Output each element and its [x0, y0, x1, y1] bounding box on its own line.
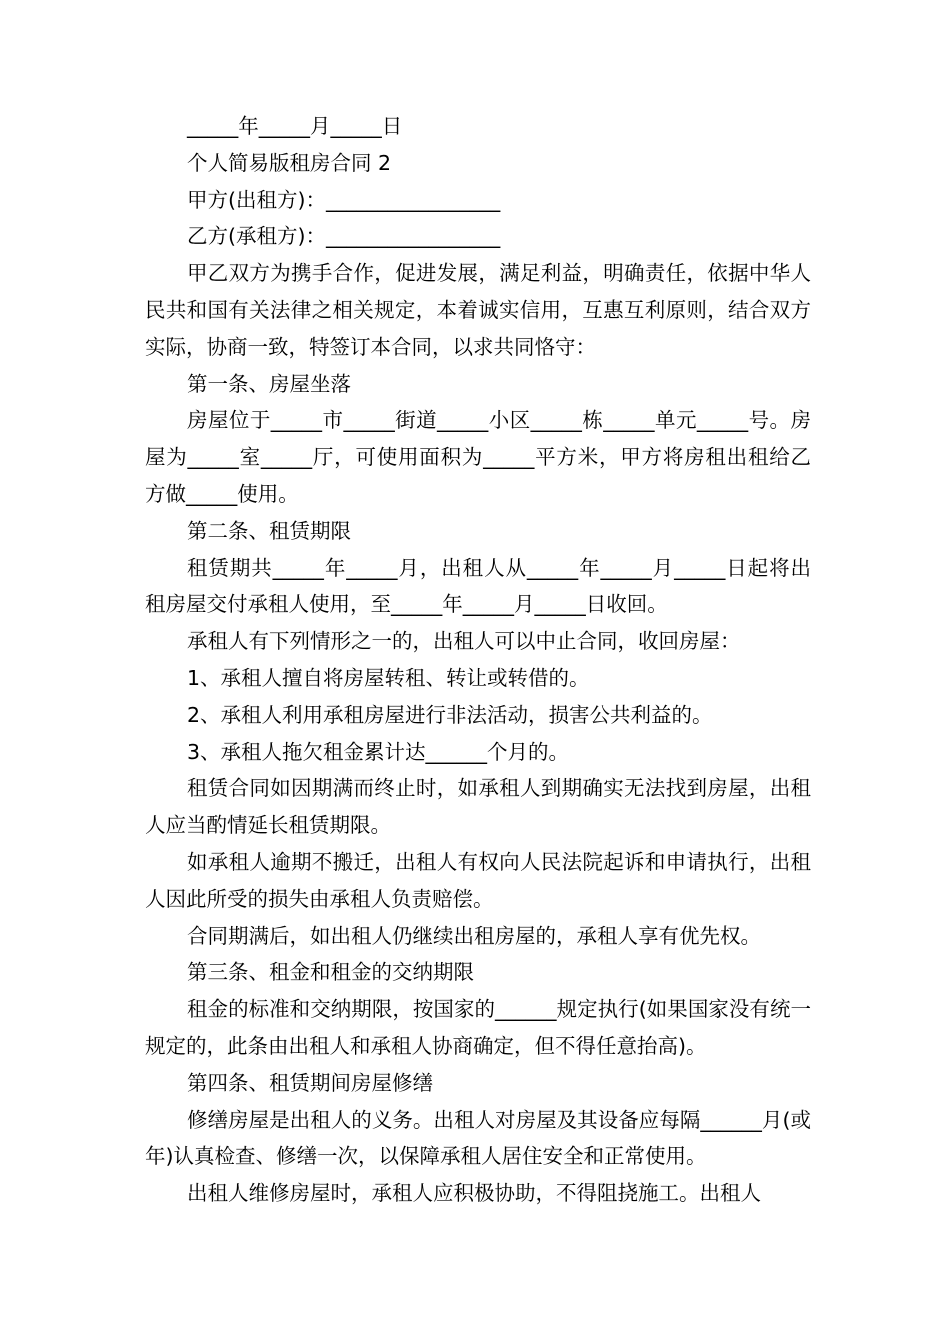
- date-line: _____年_____月_____日: [187, 114, 403, 138]
- repair-cooperation-paragraph: 出租人维修房屋时，承租人应积极协助，不得阻挠施工。出租人: [187, 1181, 761, 1206]
- article-3-heading: 第三条、租金和租金的交纳期限: [187, 960, 474, 985]
- party-b-line: 乙方(承租方)：_________________: [187, 224, 501, 249]
- article-1-paragraph: 房屋位于_____市_____街道_____小区_____栋_____单元_____号。房屋为_____室_____厅，可使用面积为_____平方米，甲方将房租出租给乙方做_____使用。: [145, 408, 811, 506]
- expiry-extension-paragraph: 租赁合同如因期满而终止时，如承租人到期确实无法找到房屋，出租人应当酌情延长租赁期限。: [145, 776, 811, 838]
- document-body: [145, 108, 811, 1212]
- article-1-heading: 第一条、房屋坐落: [187, 371, 351, 396]
- priority-paragraph: 合同期满后，如出租人仍继续出租房屋的，承租人享有优先权。: [187, 923, 761, 948]
- lease-term-paragraph: 租赁期共_____年_____月，出租人从_____年_____月_____日起将出租房屋交付承租人使用，至_____年_____月_____日收回。: [145, 555, 811, 617]
- party-a-line: 甲方(出租方)：_________________: [187, 187, 501, 212]
- termination-item-1: 1、承租人擅自将房屋转租、转让或转借的。: [187, 665, 590, 690]
- overdue-paragraph: 如承租人逾期不搬迁，出租人有权向人民法院起诉和申请执行，出租人因此所受的损失由承租人负责赔偿。: [145, 849, 811, 911]
- contract-title: 个人简易版租房合同 2: [187, 150, 392, 175]
- termination-intro-paragraph: 承租人有下列情形之一的，出租人可以中止合同，收回房屋：: [187, 629, 741, 654]
- termination-item-2: 2、承租人利用承租房屋进行非法活动，损害公共利益的。: [187, 702, 713, 727]
- article-4-heading: 第四条、租赁期间房屋修缮: [187, 1070, 433, 1095]
- rent-paragraph: 租金的标准和交纳期限，按国家的______规定执行(如果国家没有统一规定的，此条由出租人和承租人协商确定，但不得任意抬高)。: [145, 997, 811, 1058]
- article-2-heading: 第二条、租赁期限: [187, 518, 351, 543]
- preamble-paragraph: 甲乙双方为携手合作，促进发展，满足利益，明确责任，依据中华人民共和国有关法律之相关规定，本着诚实信用，互惠互利原则，结合双方实际，协商一致，特签订本合同，以求共同恪守：: [145, 261, 811, 359]
- termination-item-3: 3、承租人拖欠租金累计达______个月的。: [187, 739, 570, 764]
- repair-duty-paragraph: 修缮房屋是出租人的义务。出租人对房屋及其设备应每隔______月(或年)认真检查、修缮一次，以保障承租人居住安全和正常使用。: [145, 1107, 811, 1169]
